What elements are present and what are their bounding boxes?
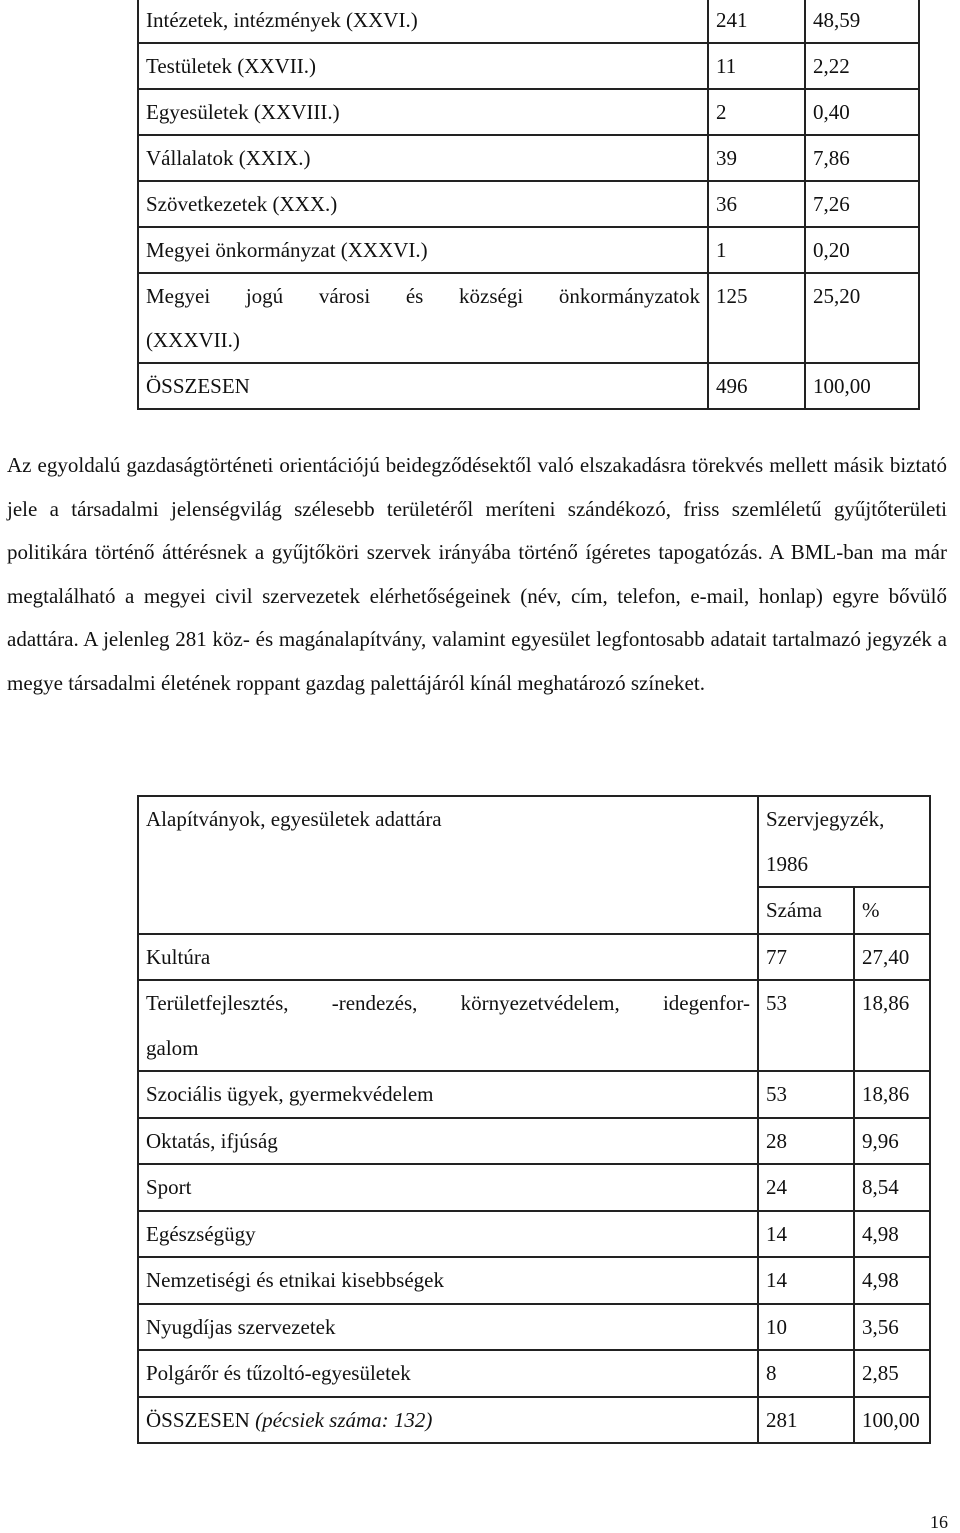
table-header-row: [138, 796, 930, 887]
source-header-line1: Szervjegyzék,: [766, 807, 885, 831]
row-label: Vállalatok (XXIX.): [138, 135, 708, 181]
row-label: Nemzetiségi és etnikai kisebbségek: [138, 1257, 758, 1304]
row-count: 53: [758, 980, 854, 1071]
row-label-line1: Területfejlesztés, -rendezés, környezetvédelem, idegenfor-: [146, 991, 750, 1015]
row-label-line2: (XXXVII.): [146, 328, 240, 352]
table-row: [138, 1350, 930, 1397]
total-percent: 100,00: [854, 1397, 930, 1444]
page-number: 16: [930, 1512, 948, 1532]
table-row: [138, 181, 919, 227]
row-percent: 7,26: [805, 181, 919, 227]
table-row: [138, 1257, 930, 1304]
organizations-table: [137, 0, 920, 410]
row-percent: 9,96: [854, 1118, 930, 1165]
row-label: Polgárőr és tűzoltó-egyesületek: [138, 1350, 758, 1397]
table-row: [138, 0, 919, 43]
percent-header: %: [854, 887, 930, 934]
table-total-row: [138, 1397, 930, 1444]
table-row: [138, 1118, 930, 1165]
row-label: Egészségügy: [138, 1211, 758, 1258]
table-row: [138, 43, 919, 89]
body-paragraph: Az egyoldalú gazdaságtörténeti orientációjú beidegződésektől való elszakadásra törekvés mellett másik biztató jele a társadalmi jelenségvilág szélesebb területéről meríteni szándékozó, friss szemléletű gyűjtőterületi politikára történő áttérésnek a gyűjtőköri szervek irányába történő ígéretes tapogatózás. A BML-ban ma már megtalálható a megyei civil szervezetek elérhetőségeinek (név, cím, telefon, e-mail, honlap) egyre bővülő adattára. A jelenleg 281 köz- és magánalapítvány, valamint egyesület legfontosabb adatait tartalmazó jegyzék a megye társadalmi életének roppant gazdag palettájáról kínál meghatározó színeket.: [7, 453, 947, 695]
row-percent: 2,85: [854, 1350, 930, 1397]
row-label: Megyei önkormányzat (XXXVI.): [138, 227, 708, 273]
row-count: 28: [758, 1118, 854, 1165]
row-label: Szociális ügyek, gyermekvédelem: [138, 1071, 758, 1118]
row-count: 8: [758, 1350, 854, 1397]
row-count: 125: [708, 273, 805, 363]
row-label: Kultúra: [138, 934, 758, 981]
row-count: 10: [758, 1304, 854, 1351]
source-header: [758, 796, 930, 887]
total-percent: 100,00: [805, 363, 919, 409]
table-row: [138, 135, 919, 181]
total-count: 281: [758, 1397, 854, 1444]
row-label: Oktatás, ifjúság: [138, 1118, 758, 1165]
row-percent: 7,86: [805, 135, 919, 181]
row-count: 1: [708, 227, 805, 273]
row-count: 11: [708, 43, 805, 89]
row-label: [138, 273, 708, 363]
row-percent: 8,54: [854, 1164, 930, 1211]
table-row: [138, 227, 919, 273]
row-count: 77: [758, 934, 854, 981]
table-row: [138, 1304, 930, 1351]
row-count: 39: [708, 135, 805, 181]
row-label: Nyugdíjas szervezetek: [138, 1304, 758, 1351]
row-count: 2: [708, 89, 805, 135]
row-count: 14: [758, 1257, 854, 1304]
row-count: 241: [708, 0, 805, 43]
table-row: [138, 89, 919, 135]
row-label: Testületek (XXVII.): [138, 43, 708, 89]
table-title: Alapítványok, egyesületek adattára: [138, 796, 758, 934]
table-total-row: [138, 363, 919, 409]
count-header: Száma: [758, 887, 854, 934]
total-note: (pécsiek száma: 132): [255, 1407, 433, 1432]
row-percent: 0,40: [805, 89, 919, 135]
total-label-cell: [138, 1397, 758, 1444]
row-percent: 0,20: [805, 227, 919, 273]
row-count: 24: [758, 1164, 854, 1211]
total-label: ÖSSZESEN: [146, 1407, 250, 1432]
total-label: ÖSSZESEN: [138, 363, 708, 409]
row-label-line1: Megyei jogú városi és községi önkormányzatok: [146, 284, 700, 308]
row-percent: 4,98: [854, 1257, 930, 1304]
row-count: 14: [758, 1211, 854, 1258]
table-row: [138, 1164, 930, 1211]
row-percent: 25,20: [805, 273, 919, 363]
total-count: 496: [708, 363, 805, 409]
row-label: [138, 980, 758, 1071]
row-count: 53: [758, 1071, 854, 1118]
row-percent: 3,56: [854, 1304, 930, 1351]
row-label: Szövetkezetek (XXX.): [138, 181, 708, 227]
row-label-line2: galom: [146, 1035, 199, 1060]
row-label: Egyesületek (XXVIII.): [138, 89, 708, 135]
row-count: 36: [708, 181, 805, 227]
row-percent: 2,22: [805, 43, 919, 89]
table-row: [138, 1071, 930, 1118]
row-percent: 4,98: [854, 1211, 930, 1258]
table-row: [138, 1211, 930, 1258]
row-percent: 48,59: [805, 0, 919, 43]
source-header-line2: 1986: [766, 851, 808, 876]
row-percent: 18,86: [854, 1071, 930, 1118]
table-row: [138, 980, 930, 1071]
row-percent: 27,40: [854, 934, 930, 981]
foundations-table: [137, 795, 931, 1444]
table-row: [138, 273, 919, 363]
row-label: Sport: [138, 1164, 758, 1211]
table-row: [138, 934, 930, 981]
row-label: Intézetek, intézmények (XXVI.): [138, 0, 708, 43]
row-percent: 18,86: [854, 980, 930, 1071]
